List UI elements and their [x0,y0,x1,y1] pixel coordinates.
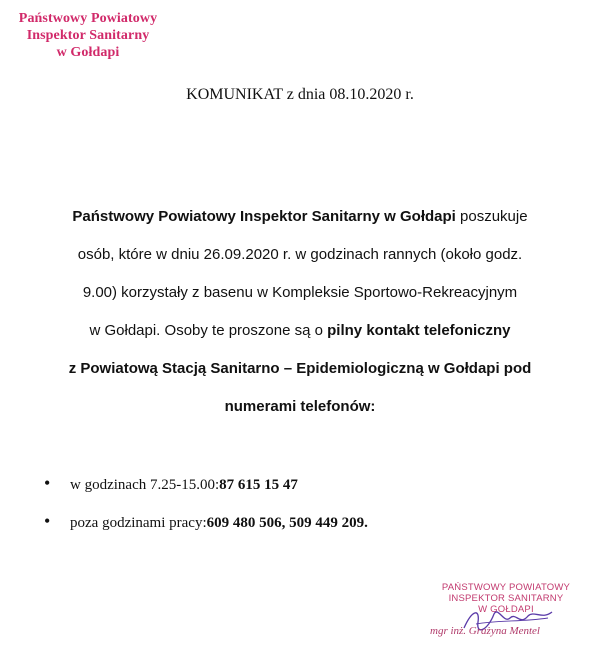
stamp-line: W GOŁDAPI [478,604,534,615]
body-fragment: poszukuje [455,208,528,225]
contact-list [44,474,584,550]
announcement-body [24,198,576,426]
body-line: osób, które w dniu 26.09.2020 r. w godzinach rannych (około godz. [77,246,523,263]
inspector-name: Państwowy Powiatowy Inspektor Sanitarny w Gołdapi [72,208,456,225]
stamp-line: Inspektor Sanitarny [26,28,150,43]
list-item [44,512,584,550]
document-title: KOMUNIKAT z dnia 08.10.2020 r. [186,86,414,103]
body-line: numerami telefonów: [224,398,376,415]
list-item [44,474,584,512]
stamp-line: PAŃSTWOWY POWIATOWY [441,582,571,593]
body-line: z Powiatową Stacją Sanitarno – Epidemiologiczną w Gołdapi pod [68,360,532,377]
contact-label: w godzinach 7.25-15.00: [70,477,220,493]
contact-label: poza godzinami pracy: [70,515,207,531]
body-line: 9.00) korzystały z basenu w Kompleksie Sportowo-Rekreacyjnym [82,284,518,301]
emphasis-text: kontakt telefoniczny [366,322,511,339]
body-line [24,312,576,350]
body-line [24,198,576,236]
header-stamp [8,10,168,61]
phone-number: 87 615 15 47 [219,477,298,493]
bullet-icon: • [44,473,51,493]
stamp-line: Państwowy Powiatowy [18,11,158,26]
bullet-icon: • [44,511,51,531]
emphasis-text: pilny [327,322,363,339]
stamp-line: w Gołdapi [56,45,120,60]
stamp-line: INSPEKTOR SANITARNY [448,593,564,604]
body-fragment: w Gołdapi. Osoby te proszone są o [89,322,328,339]
phone-number: 609 480 506, 509 449 209. [206,515,368,531]
signatory-name: mgr inż. Grażyna Mentel [430,625,540,637]
